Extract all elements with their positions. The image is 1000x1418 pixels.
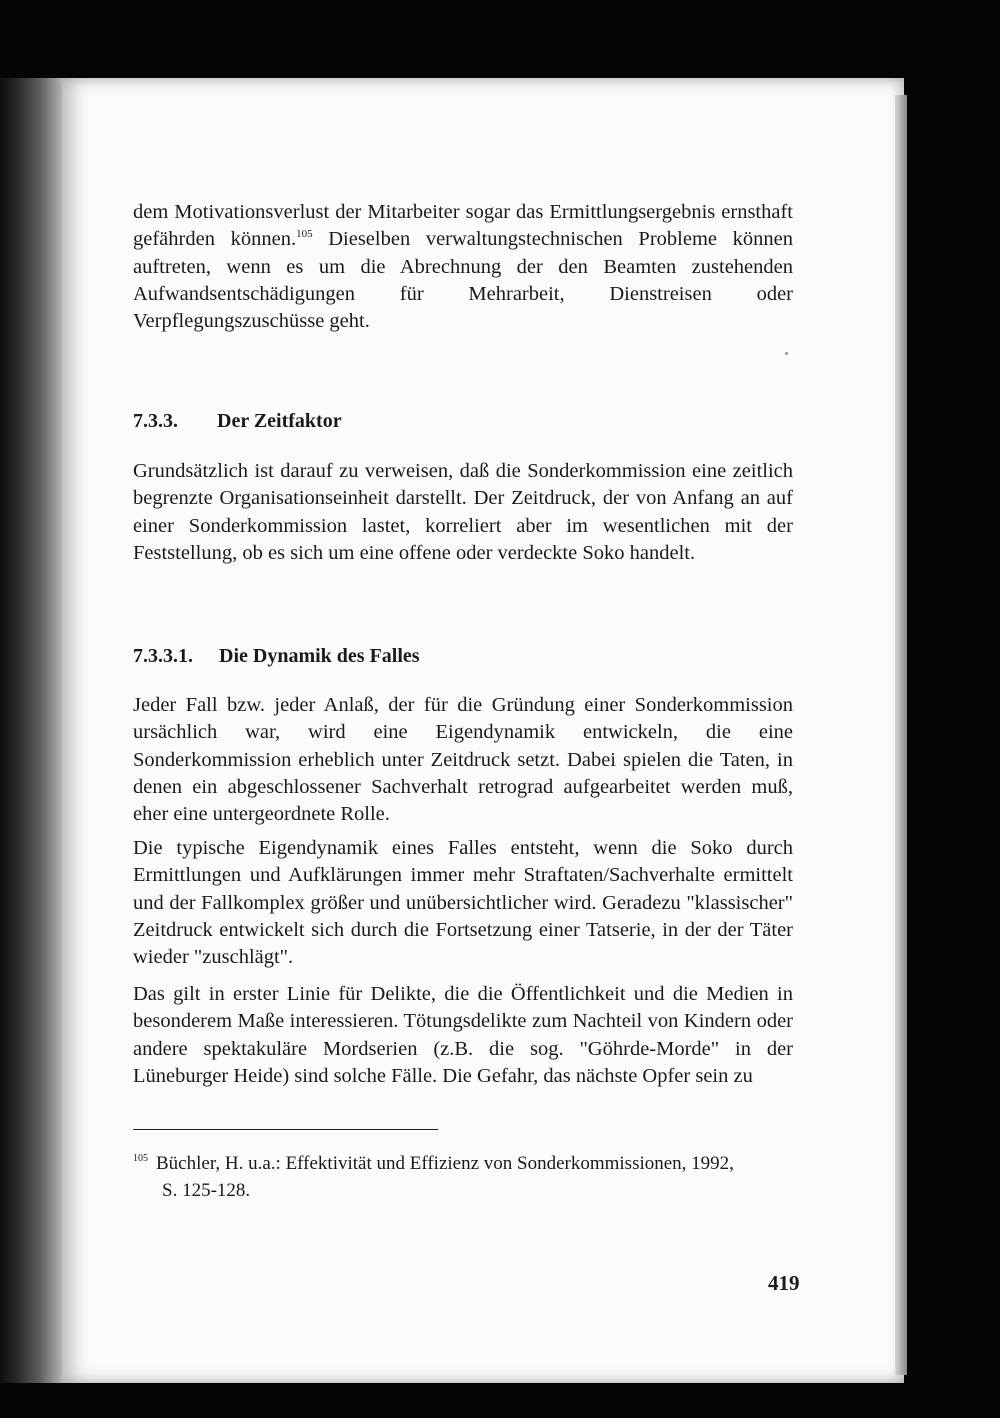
- footnote-reference: 105: [296, 228, 313, 241]
- paragraph-text: Dieselben verwaltungstechnischen Probleme können auftreten, wenn es um die Abrechnung der den Beamten zustehenden Aufwandsentschädigungen für Mehrarbeit, Dienstreisen oder Verpflegungszuschüsse geht.: [133, 228, 793, 333]
- footnote: [133, 1150, 809, 1204]
- paragraph-dynamik-2: Die typische Eigendynamik eines Falles entsteht, wenn die Soko durch Ermittlungen und Aufklärungen immer mehr Straftaten/Sachverhalte ermittelt und der Fallkomplex größer und unübersichtlicher wird. Geradezu "klassischer" Zeitdruck entwickelt sich durch die Fortsetzung einer Tatserie, in der der Täter wieder "zuschlägt".: [133, 837, 793, 969]
- section-title: Der Zeitfaktor: [217, 410, 342, 432]
- paragraph-zeitfaktor: Grundsätzlich ist darauf zu verweisen, daß die Sonderkommission eine zeitlich begrenzte Organisationseinheit darstellt. Der Zeitdruck, der von Anfang an auf einer Sonderkommission lastet, korreliert aber im wesentlichen mit der Feststellung, ob es sich um eine offene oder verdeckte Soko handelt.: [133, 460, 793, 564]
- footnote-text-line2: S. 125-128.: [162, 1180, 251, 1201]
- page-number: 419: [768, 1271, 800, 1295]
- section-heading-dynamik: [133, 645, 420, 668]
- section-number: 7.3.3.: [133, 410, 178, 432]
- section-title: Die Dynamik des Falles: [219, 645, 420, 667]
- paragraph-motivation: [133, 199, 793, 335]
- page-edge: [895, 95, 907, 1375]
- paper-speck: [785, 352, 788, 355]
- paragraph-dynamik-1: Jeder Fall bzw. jeder Anlaß, der für die Gründung einer Sonderkommission ursächlich war, wird eine Eigendynamik entwickeln, die eine Sonderkommission erheblich unter Zeitdruck setzt. Dabei spielen die Taten, in denen ein abgeschlossener Sachverhalt retrograd aufgearbeitet werden muß, eher eine untergeordnete Rolle.: [133, 694, 793, 826]
- footnote-separator: [133, 1129, 438, 1130]
- section-heading-zeitfaktor: [133, 410, 342, 433]
- book-spine-shadow: [0, 78, 70, 1383]
- paragraph-dynamik-3: Das gilt in erster Linie für Delikte, die die Öffentlichkeit und die Medien in besonderem Maße interessieren. Tötungsdelikte zum Nachteil von Kindern oder andere spektakuläre Mordserien (z.B. die sog. "Göhrde-Morde" in der Lüneburger Heide) sind solche Fälle. Die Gefahr, das nächste Opfer sein zu: [133, 983, 793, 1087]
- section-number: 7.3.3.1.: [133, 645, 193, 667]
- footnote-text-line1: Büchler, H. u.a.: Effektivität und Effizienz von Sonderkommissionen, 1992,: [156, 1153, 734, 1174]
- footnote-number: 105: [133, 1153, 148, 1164]
- paragraph-text: dem Motivationsverlust der Mitarbeiter sogar das Ermittlungsergebnis ernsthaft gefährden können.: [133, 201, 793, 251]
